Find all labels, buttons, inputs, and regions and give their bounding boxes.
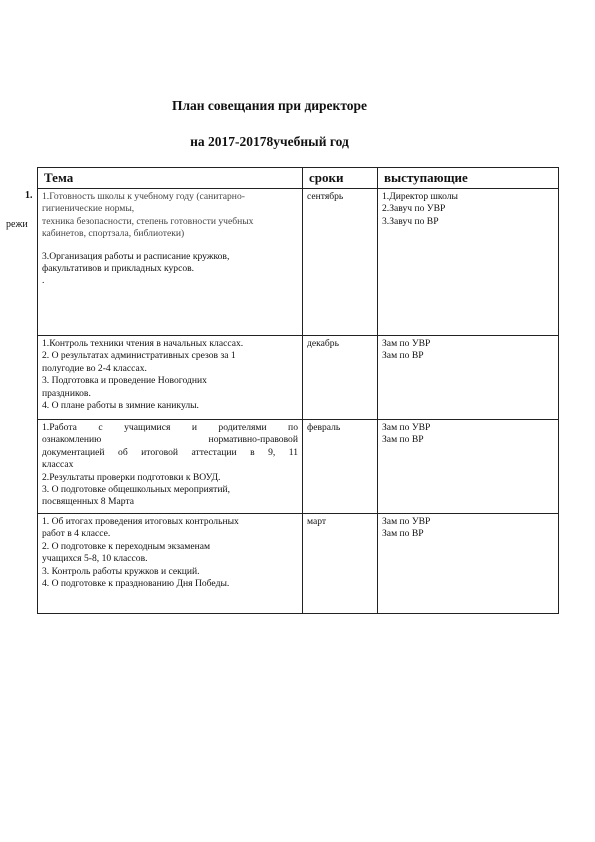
topic-line: 3. О подготовке общешкольных мероприятий, xyxy=(42,484,231,496)
header-topic: Тема xyxy=(38,168,303,189)
speakers-cell xyxy=(378,514,559,614)
speaker: 3.Завуч по ВР xyxy=(382,215,439,227)
topic-line: классах xyxy=(42,459,74,471)
table-row xyxy=(38,189,559,336)
speaker: 1.Директор школы xyxy=(382,191,458,202)
topic-line: . xyxy=(42,275,45,287)
topic-line: ознакомлению нормативно-правовой xyxy=(42,434,298,446)
topic-line: 2. О подготовке к переходным экзаменам xyxy=(42,540,211,552)
cropped-word: режи xyxy=(6,219,28,230)
topic-line: 4. О плане работы в зимние каникулы. xyxy=(42,400,199,412)
topic-line: 3. Подготовка и проведение Новогодних xyxy=(42,375,207,387)
date-cell: сентябрь xyxy=(303,189,378,336)
speaker: Зам по УВР xyxy=(382,338,431,349)
topic-line: 1.Контроль техники чтения в начальных классах. xyxy=(42,338,244,349)
table-row xyxy=(38,514,559,614)
speaker: 2.Завуч по УВР xyxy=(382,203,446,215)
speaker: Зам по УВР xyxy=(382,422,431,433)
topic-line: праздников. xyxy=(42,387,91,399)
document-subtitle-year: на 2017-20178учебный год xyxy=(190,134,349,149)
table-row xyxy=(38,336,559,420)
topic-line: техника безопасности, степень готовности учебных xyxy=(42,215,254,227)
topic-line: учащихся 5-8, 10 классов. xyxy=(42,553,148,565)
table-header-row xyxy=(38,168,559,189)
topic-line: кабинетов, спортзала, библиотеки) xyxy=(42,228,185,240)
speakers-cell xyxy=(378,336,559,420)
speaker: Зам по УВР xyxy=(382,516,431,527)
topic-line: 1. Об итогах проведения итоговых контрольных xyxy=(42,516,239,527)
topic-line: 3.Организация работы и расписание кружков, xyxy=(42,250,230,262)
topic-line: 2.Результаты проверки подготовки к ВОУД. xyxy=(42,471,221,483)
row-number-marker: 1. xyxy=(25,190,33,201)
topic-line: документацией об итоговой аттестации в 9, 11 xyxy=(42,446,298,458)
table-row xyxy=(38,420,559,514)
topic-line: 3. Контроль работы кружков и секций. xyxy=(42,565,200,577)
topic-cell xyxy=(38,420,303,514)
speaker: Зам по ВР xyxy=(382,350,424,362)
date-cell: декабрь xyxy=(303,336,378,420)
topic-line: посвященных 8 Марта xyxy=(42,496,135,508)
topic-cell xyxy=(38,189,303,336)
topic-line: 4. О подготовке к празднованию Дня Победы. xyxy=(42,578,230,590)
speakers-cell xyxy=(378,420,559,514)
topic-line: 1.Готовность школы к учебному году (санитарно- xyxy=(42,191,245,202)
topic-line: работ в 4 классе. xyxy=(42,528,111,540)
meeting-plan-table xyxy=(37,167,559,614)
date-cell: март xyxy=(303,514,378,614)
speaker: Зам по ВР xyxy=(382,528,424,540)
topic-cell xyxy=(38,514,303,614)
topic-line: гигиенические нормы, xyxy=(42,203,135,215)
date-cell: февраль xyxy=(303,420,378,514)
document-title: План совещания при директоре xyxy=(171,98,368,113)
speakers-cell xyxy=(378,189,559,336)
speaker: Зам по ВР xyxy=(382,434,424,446)
topic-cell xyxy=(38,336,303,420)
header-dates: сроки xyxy=(303,168,378,189)
topic-line: факультативов и прикладных курсов. xyxy=(42,263,195,275)
header-speakers: выступающие xyxy=(378,168,559,189)
topic-line: 1.Работа с учащимися и родителями по xyxy=(42,422,298,433)
topic-line: 2. О результатах административных срезов за 1 xyxy=(42,350,236,362)
topic-line: полугодие во 2-4 классах. xyxy=(42,362,147,374)
